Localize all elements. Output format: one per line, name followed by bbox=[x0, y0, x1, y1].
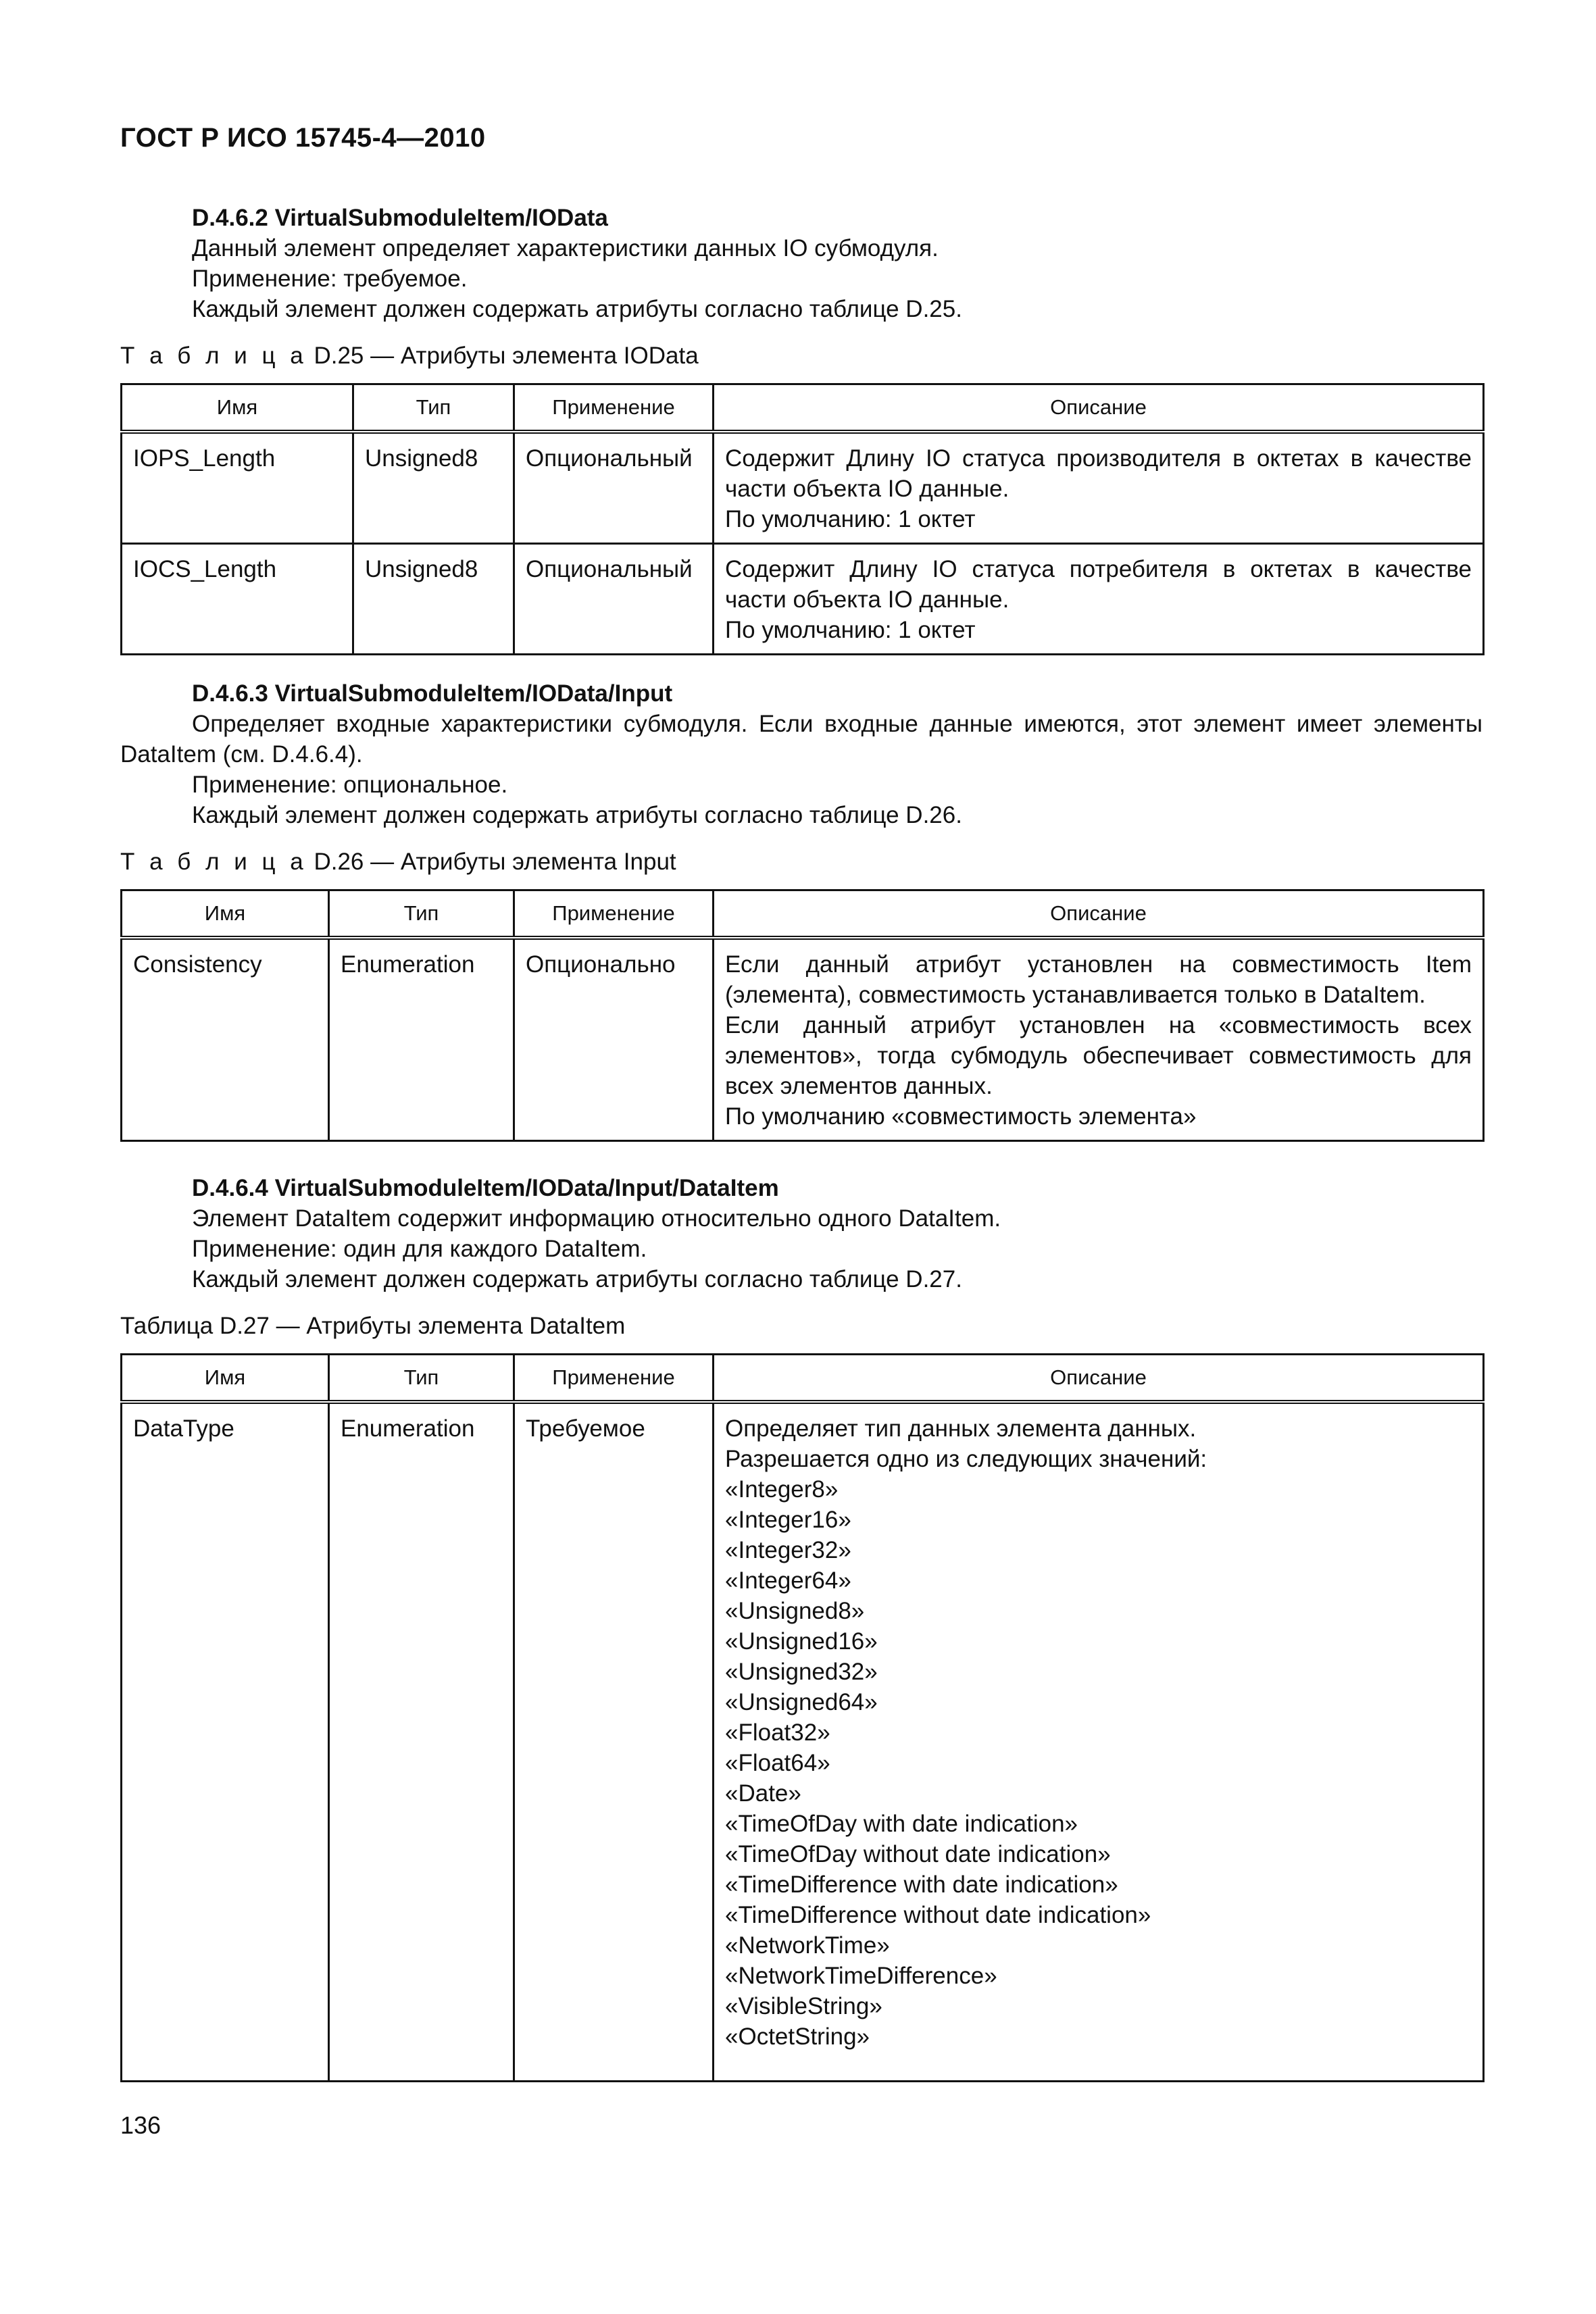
enum-value: «Integer32» bbox=[725, 1537, 851, 1563]
enum-value: «NetworkTime» bbox=[725, 1932, 890, 1959]
cell-usage: Опционально bbox=[514, 938, 714, 1141]
enum-value: «TimeDifference with date indication» bbox=[725, 1871, 1118, 1898]
enum-value: «Unsigned32» bbox=[725, 1659, 878, 1685]
document-header: ГОСТ Р ИСО 15745-4—2010 bbox=[120, 123, 486, 153]
enum-value: «TimeOfDay without date indication» bbox=[725, 1841, 1111, 1867]
enum-value: «Integer8» bbox=[725, 1476, 839, 1503]
page-number: 136 bbox=[120, 2111, 161, 2139]
table-row bbox=[122, 1402, 1484, 2082]
paragraph: Данный элемент определяет характеристики данных IO субмодуля. bbox=[192, 235, 939, 261]
header-name: Имя bbox=[122, 384, 353, 432]
section-title: D.4.6.2 VirtualSubmoduleItem/IOData bbox=[192, 205, 608, 231]
cell-usage: Опциональный bbox=[514, 432, 714, 544]
paragraph: Применение: один для каждого DataItem. bbox=[192, 1236, 647, 1262]
table-caption-prefix: Т а б л и ц а bbox=[120, 343, 307, 369]
cell-type: Unsigned8 bbox=[353, 544, 514, 655]
table-caption bbox=[120, 1311, 1482, 1341]
table-caption-text: D.25 — Атрибуты элемента IOData bbox=[307, 343, 699, 369]
enum-value: «Unsigned64» bbox=[725, 1689, 878, 1715]
table-caption bbox=[120, 341, 1482, 371]
table-header-row bbox=[122, 384, 1484, 432]
cell-name: DataType bbox=[122, 1402, 329, 2082]
header-description: Описание bbox=[714, 890, 1484, 938]
cell-description bbox=[714, 938, 1484, 1141]
section-d-4-6-3 bbox=[120, 678, 1482, 1142]
cell-description bbox=[714, 432, 1484, 544]
header-name: Имя bbox=[122, 1355, 329, 1403]
description-line: По умолчанию: 1 октет bbox=[725, 617, 976, 643]
header-usage: Применение bbox=[514, 890, 714, 938]
section-d-4-6-2 bbox=[120, 203, 1482, 655]
enum-value: «Integer64» bbox=[725, 1567, 851, 1594]
header-usage: Применение bbox=[514, 384, 714, 432]
table-d27 bbox=[120, 1353, 1485, 2082]
header-description: Описание bbox=[714, 1355, 1484, 1403]
description-line: Разрешается одно из следующих значений: bbox=[725, 1446, 1207, 1472]
table-d25 bbox=[120, 383, 1485, 655]
cell-description bbox=[714, 544, 1484, 655]
table-caption-text: D.26 — Атрибуты элемента Input bbox=[307, 849, 676, 875]
section-title: D.4.6.3 VirtualSubmoduleItem/IOData/Input bbox=[192, 680, 673, 707]
cell-type: Unsigned8 bbox=[353, 432, 514, 544]
enum-value: «VisibleString» bbox=[725, 1993, 882, 2019]
description-line: Содержит Длину IO статуса производителя в октетах в качестве части объекта IO данные. bbox=[725, 445, 1472, 502]
table-caption-text: D.27 — Атрибуты элемента DataItem bbox=[213, 1313, 626, 1339]
cell-name: IOCS_Length bbox=[122, 544, 353, 655]
enum-value: «Integer16» bbox=[725, 1507, 851, 1533]
paragraph: Каждый элемент должен содержать атрибуты согласно таблице D.25. bbox=[192, 296, 962, 322]
section-d-4-6-4 bbox=[120, 1173, 1482, 2082]
paragraph: Каждый элемент должен содержать атрибуты согласно таблице D.26. bbox=[192, 802, 962, 828]
enum-value: «Unsigned16» bbox=[725, 1628, 878, 1655]
header-type: Тип bbox=[329, 1355, 514, 1403]
description-line: Если данный атрибут установлен на совместимость Item (элемента), совместимость устанавливается только в DataItem. bbox=[725, 951, 1472, 1008]
description-line: Определяет тип данных элемента данных. bbox=[725, 1415, 1197, 1442]
paragraph: Определяет входные характеристики субмодуля. Если входные данные имеются, этот элемент имеет элементы DataItem (см. D.4.6.4). bbox=[120, 711, 1482, 768]
table-header-row bbox=[122, 1355, 1484, 1403]
enum-value: «OctetString» bbox=[725, 2023, 870, 2050]
table-d26 bbox=[120, 889, 1485, 1142]
cell-usage: Опциональный bbox=[514, 544, 714, 655]
header-name: Имя bbox=[122, 890, 329, 938]
cell-name: IOPS_Length bbox=[122, 432, 353, 544]
cell-type: Enumeration bbox=[329, 1402, 514, 2082]
paragraph: Каждый элемент должен содержать атрибуты согласно таблице D.27. bbox=[192, 1266, 962, 1292]
cell-usage: Требуемое bbox=[514, 1402, 714, 2082]
table-row bbox=[122, 938, 1484, 1141]
enum-value: «NetworkTimeDifference» bbox=[725, 1963, 997, 1989]
enum-value: «Unsigned8» bbox=[725, 1598, 865, 1624]
enum-value: «Date» bbox=[725, 1780, 801, 1807]
description-line: Если данный атрибут установлен на «совместимость всех элементов», тогда субмодуль обеспечивает совместимость для всех элементов данных. bbox=[725, 1012, 1472, 1099]
header-usage: Применение bbox=[514, 1355, 714, 1403]
description-line: По умолчанию: 1 октет bbox=[725, 506, 976, 532]
cell-description bbox=[714, 1402, 1484, 2082]
paragraph: Применение: опциональное. bbox=[192, 772, 508, 798]
header-type: Тип bbox=[329, 890, 514, 938]
description-line: Содержит Длину IO статуса потребителя в октетах в качестве части объекта IO данные. bbox=[725, 556, 1472, 613]
table-header-row bbox=[122, 890, 1484, 938]
cell-type: Enumeration bbox=[329, 938, 514, 1141]
enum-value: «TimeOfDay with date indication» bbox=[725, 1811, 1078, 1837]
header-type: Тип bbox=[353, 384, 514, 432]
enum-value: «TimeDifference without date indication» bbox=[725, 1902, 1151, 1928]
description-line: По умолчанию «совместимость элемента» bbox=[725, 1103, 1197, 1130]
enum-value: «Float64» bbox=[725, 1750, 830, 1776]
enum-value: «Float32» bbox=[725, 1719, 830, 1746]
paragraph: Элемент DataItem содержит информацию относительно одного DataItem. bbox=[192, 1205, 1001, 1232]
table-caption-prefix: Т а б л и ц а bbox=[120, 849, 307, 875]
table-row bbox=[122, 432, 1484, 544]
table-caption-prefix: Таблица bbox=[120, 1313, 214, 1339]
section-title: D.4.6.4 VirtualSubmoduleItem/IOData/Input/DataItem bbox=[192, 1175, 779, 1201]
table-caption bbox=[120, 847, 1482, 877]
table-row bbox=[122, 544, 1484, 655]
cell-name: Consistency bbox=[122, 938, 329, 1141]
paragraph: Применение: требуемое. bbox=[192, 266, 468, 292]
header-description: Описание bbox=[714, 384, 1484, 432]
